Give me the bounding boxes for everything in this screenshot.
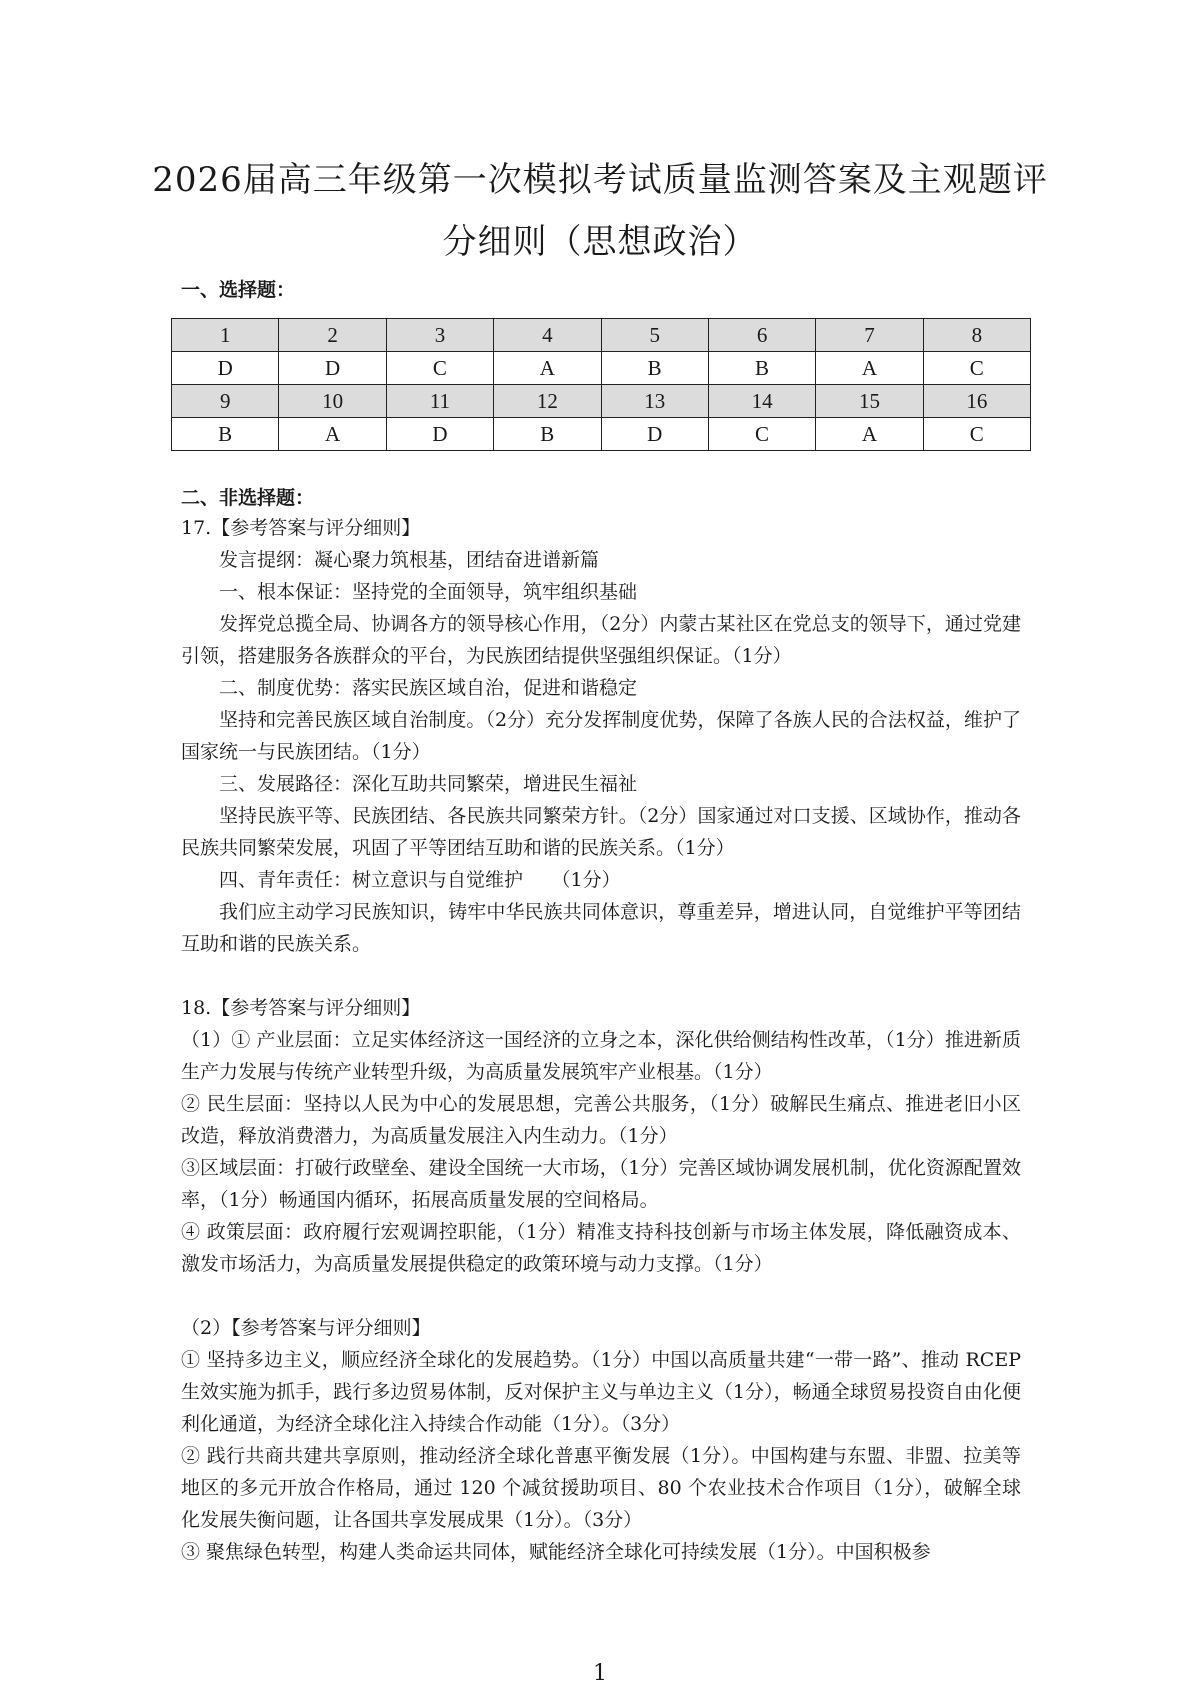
section-heading-multiple-choice: 一、选择题： <box>181 279 296 301</box>
answer-paragraph: 17.【参考答案与评分细则】 <box>181 517 421 539</box>
question-number-cell: 14 <box>708 385 815 418</box>
question-number-cell: 10 <box>279 385 386 418</box>
answer-cell: D <box>279 352 386 385</box>
answer-cell: C <box>923 352 1030 385</box>
question-number-cell: 12 <box>494 385 601 418</box>
answer-paragraph: ② 民生层面：坚持以人民为中心的发展思想，完善公共服务，（1分）破解民生痛点、推进老旧小区改造，释放消费潜力，为高质量发展注入内生动力。（1分） <box>181 1093 1021 1147</box>
question-number-cell: 13 <box>601 385 708 418</box>
answer-key-table <box>171 318 1031 451</box>
answer-paragraph: ① 坚持多边主义，顺应经济全球化的发展趋势。（1分）中国以高质量共建“一带一路”、推动 RCEP 生效实施为抓手，践行多边贸易体制，反对保护主义与单边主义（1分），畅通全球贸易投资自由化便利化通道，为经济全球化注入持续合作动能（1分）。（3分） <box>181 1349 1021 1435</box>
answer-body <box>181 512 1021 1568</box>
answer-paragraph: 坚持和完善民族区域自治制度。（2分）充分发挥制度优势，保障了各族人民的合法权益，维护了国家统一与民族团结。（1分） <box>181 709 1021 763</box>
question-number-cell: 8 <box>923 319 1030 352</box>
answer-cell: D <box>386 418 493 451</box>
answer-paragraph: 二、制度优势：落实民族区域自治，促进和谐稳定 <box>219 677 638 699</box>
answer-cell: D <box>601 418 708 451</box>
answer-cell: B <box>172 418 279 451</box>
answer-paragraph: 三、发展路径：深化互助共同繁荣，增进民生福祉 <box>219 773 638 795</box>
answer-cell: C <box>386 352 493 385</box>
answer-cell: B <box>601 352 708 385</box>
question-number-cell: 4 <box>494 319 601 352</box>
answer-paragraph: 发言提纲：凝心聚力筑根基，团结奋进谱新篇 <box>219 549 600 571</box>
answer-paragraph: 一、根本保证：坚持党的全面领导，筑牢组织基础 <box>219 581 638 603</box>
document-title-line-2: 分细则（思想政治） <box>442 222 758 262</box>
answer-cell: C <box>708 418 815 451</box>
answer-paragraph: ② 践行共商共建共享原则，推动经济全球化普惠平衡发展（1分）。中国构建与东盟、非盟、拉美等地区的多元开放合作格局，通过 120 个减贫援助项目、80 个农业技术合作项目（1分），破解全球化发展失衡问题，让各国共享发展成果（1分）。（3分） <box>181 1445 1021 1531</box>
question-number-cell: 6 <box>708 319 815 352</box>
answer-paragraph: ④ 政策层面：政府履行宏观调控职能，（1分）精准支持科技创新与市场主体发展，降低融资成本、激发市场活力，为高质量发展提供稳定的政策环境与动力支撑。（1分） <box>181 1221 1021 1275</box>
answer-row <box>172 418 1031 451</box>
page-number: 1 <box>593 1661 607 1686</box>
answer-cell: A <box>816 352 923 385</box>
question-number-cell: 2 <box>279 319 386 352</box>
answer-paragraph: 我们应主动学习民族知识，铸牢中华民族共同体意识，尊重差异，增进认同，自觉维护平等团结互助和谐的民族关系。 <box>181 901 1021 955</box>
answer-paragraph: 坚持民族平等、民族团结、各民族共同繁荣方针。（2分）国家通过对口支援、区域协作，推动各民族共同繁荣发展，巩固了平等团结互助和谐的民族关系。（1分） <box>181 805 1021 859</box>
question-number-cell: 9 <box>172 385 279 418</box>
answer-cell: A <box>279 418 386 451</box>
answer-cell: B <box>708 352 815 385</box>
question-number-cell: 3 <box>386 319 493 352</box>
answer-paragraph: 18.【参考答案与评分细则】 <box>181 997 421 1019</box>
answer-row <box>172 352 1031 385</box>
answer-cell: C <box>923 418 1030 451</box>
answer-paragraph: 四、青年责任：树立意识与自觉维护 （1分） <box>219 869 621 891</box>
question-number-row <box>172 385 1031 418</box>
question-number-cell: 11 <box>386 385 493 418</box>
question-number-cell: 1 <box>172 319 279 352</box>
question-number-row <box>172 319 1031 352</box>
question-number-cell: 15 <box>816 385 923 418</box>
answer-cell: A <box>816 418 923 451</box>
answer-cell: B <box>494 418 601 451</box>
question-number-cell: 5 <box>601 319 708 352</box>
section-heading-open-questions: 二、非选择题： <box>181 487 315 509</box>
answer-cell: A <box>494 352 601 385</box>
answer-paragraph: （1）① 产业层面：立足实体经济这一国经济的立身之本，深化供给侧结构性改革，（1分）推进新质生产力发展与传统产业转型升级，为高质量发展筑牢产业根基。（1分） <box>181 1029 1021 1083</box>
question-number-cell: 7 <box>816 319 923 352</box>
answer-paragraph: ③ 聚焦绿色转型，构建人类命运共同体，赋能经济全球化可持续发展（1分）。中国积极参 <box>181 1541 931 1563</box>
answer-paragraph: ③区域层面：打破行政壁垒、建设全国统一大市场，（1分）完善区域协调发展机制，优化资源配置效率，（1分）畅通国内循环，拓展高质量发展的空间格局。 <box>181 1157 1021 1211</box>
question-number-cell: 16 <box>923 385 1030 418</box>
answer-paragraph: （2）【参考答案与评分细则】 <box>181 1317 431 1339</box>
document-title-line-1: 2026届高三年级第一次模拟考试质量监测答案及主观题评 <box>152 160 1048 200</box>
answer-cell: D <box>172 352 279 385</box>
answer-paragraph: 发挥党总揽全局、协调各方的领导核心作用，（2分）内蒙古某社区在党总支的领导下，通过党建引领，搭建服务各族群众的平台，为民族团结提供坚强组织保证。（1分） <box>181 613 1021 667</box>
